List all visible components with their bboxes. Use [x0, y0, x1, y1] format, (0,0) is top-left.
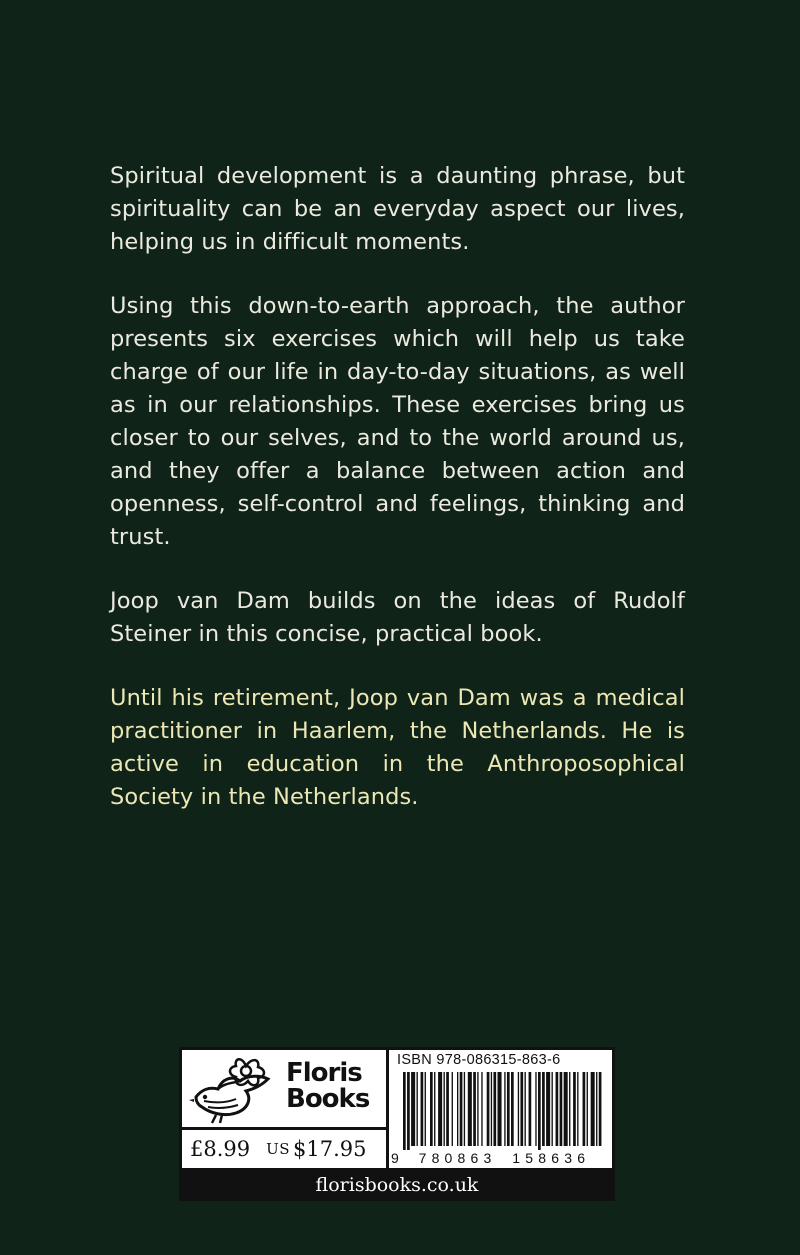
blurb-paragraph-3: Joop van Dam builds on the ideas of Rudolf Steiner in this concise, practical book.: [110, 588, 685, 647]
price-us-label: US: [266, 1140, 291, 1158]
price-box: [179, 1130, 389, 1171]
price-uk: £8.99: [190, 1137, 251, 1161]
barcode-digits: [391, 1150, 590, 1166]
barcode-digits-group-2: 158636: [512, 1150, 591, 1166]
publisher-imprint-block: [179, 1047, 615, 1201]
dove-icon: [188, 1053, 284, 1125]
barcode-digit-lead: 9: [391, 1150, 399, 1166]
publisher-brand: [286, 1060, 369, 1112]
publisher-website: florisbooks.co.uk: [179, 1171, 615, 1201]
brand-line-2: Books: [286, 1084, 370, 1114]
brand-line-1: Floris: [286, 1058, 362, 1088]
barcode-box: [389, 1047, 615, 1171]
price-us: $17.95: [293, 1137, 367, 1161]
isbn-label: ISBN 978-086315-863-6: [397, 1052, 561, 1068]
blurb-paragraph-2: Using this down-to-earth approach, the author presents six exercises which will help us take charge of our life in day-to-day situations, as well as in our relationships. These exercises bring us closer to our selves, and to the world around us, and they offer a balance between action and openness, self-control and feelings, thinking and trust.: [110, 293, 685, 550]
barcode-bars: [389, 1072, 612, 1152]
publisher-logo-box: [179, 1047, 389, 1130]
author-bio: Until his retirement, Joop van Dam was a medical practitioner in Haarlem, the Netherlands. He is active in education in the Anthroposophical Society in the Netherlands.: [110, 685, 685, 810]
back-cover-blurb: [110, 160, 685, 845]
barcode-digits-group-1: 780863: [418, 1150, 497, 1166]
blurb-paragraph-1: Spiritual development is a daunting phrase, but spirituality can be an everyday aspect our lives, helping us in difficult moments.: [110, 163, 685, 255]
